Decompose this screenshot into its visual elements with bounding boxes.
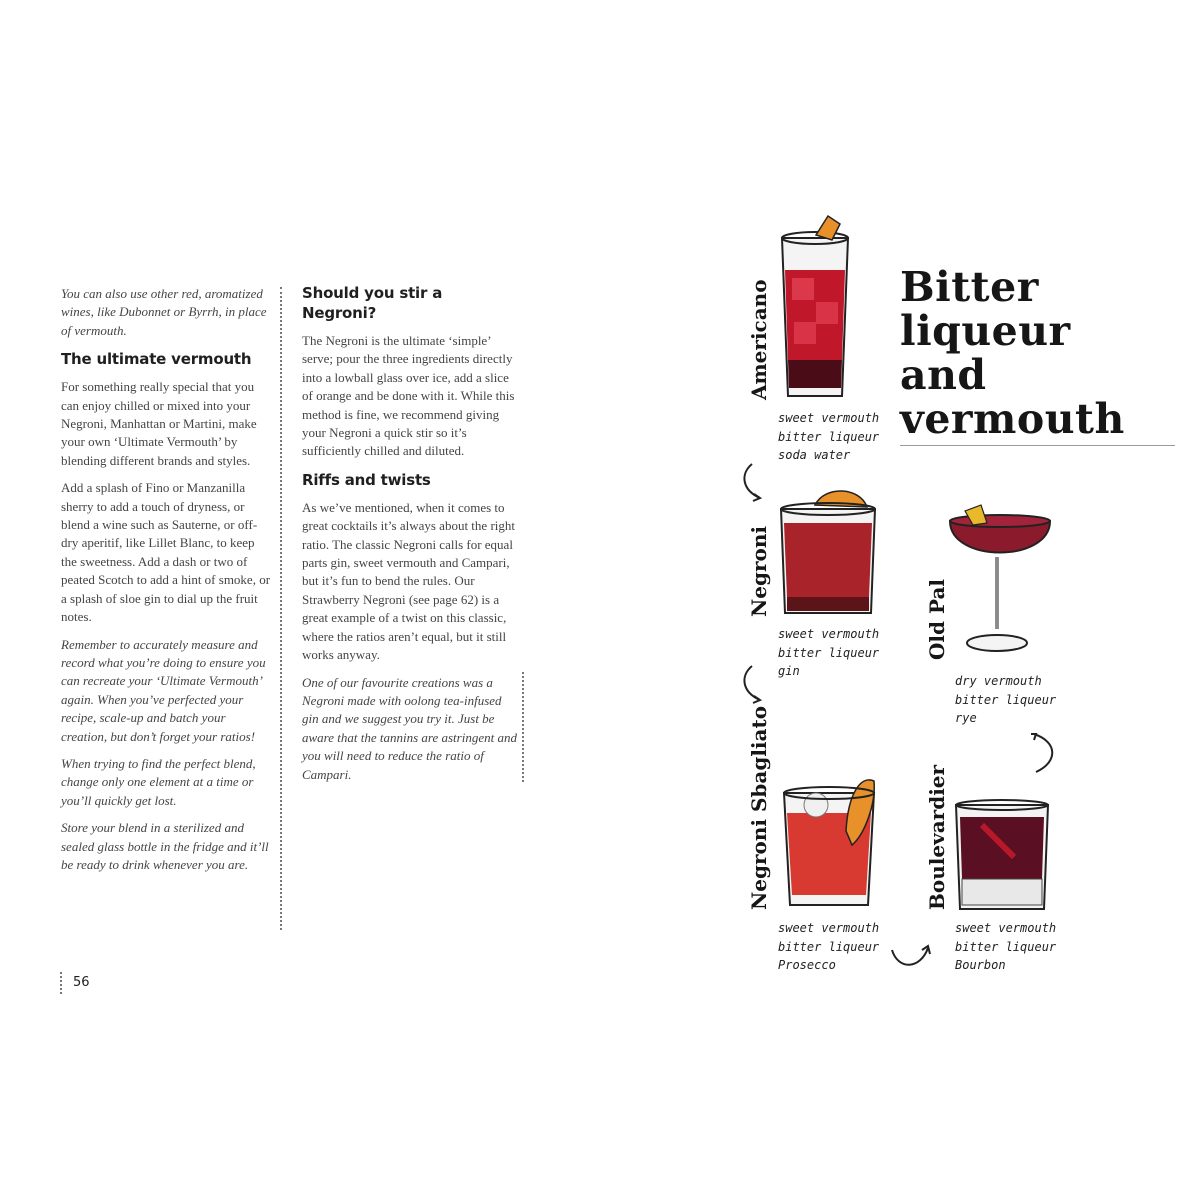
drink-name-negroni-sbagliato: Negroni Sbagliato	[747, 705, 771, 910]
ingredient: bitter liqueur	[955, 692, 1057, 707]
ingredient: sweet vermouth	[778, 921, 880, 935]
negroni-ingredients	[778, 625, 879, 681]
drink-name-negroni: Negroni	[747, 525, 771, 617]
tip-paragraph: When trying to find the perfect blend, change only one element at a time or you’ll quickly get lost.	[61, 755, 256, 808]
heading-riffs-and-twists: Riffs and twists	[302, 470, 431, 489]
left-column-2	[302, 283, 518, 793]
heading-ultimate-vermouth: The ultimate vermouth	[61, 350, 252, 369]
old-pal-ingredients	[955, 672, 1056, 728]
title-rule	[900, 445, 1175, 446]
body-paragraph: For something really special that you can enjoy chilled or mixed into your Negroni, Manhattan or Martini, make your own ‘Ultimate Vermouth’ by blending different brands and styles.	[61, 379, 257, 468]
left-column-1	[61, 285, 273, 883]
page-number: 56	[73, 975, 90, 990]
curved-arrow-icon	[1028, 732, 1060, 774]
curved-arrow-icon	[890, 942, 932, 972]
tip-paragraph: One of our favourite creations was a Negroni made with oolong tea-infused gin and we suggest you try it. Just be aware that the tannins are astringent and you will need to reduce the ratio of Campari.	[302, 674, 517, 782]
ingredient: dry vermouth	[955, 674, 1042, 688]
tip-paragraph: Remember to accurately measure and record what you’re doing to ensure you can recreate your ‘Ultimate Vermouth’ again. When you’ve perfected your recipe, scale-up and batch your creation, but don’t forget your ratios!	[61, 636, 266, 744]
ingredient: Bourbon	[955, 958, 1006, 972]
tip-divider	[522, 672, 524, 782]
page-number-marker	[60, 972, 62, 994]
ingredient: Prosecco	[778, 958, 836, 972]
curved-arrow-icon	[738, 462, 768, 502]
curved-arrow-icon	[738, 664, 768, 704]
ingredient: bitter liqueur	[955, 939, 1057, 954]
drink-name-old-pal: Old Pal	[925, 578, 949, 660]
boulevardier-ingredients	[955, 919, 1056, 975]
body-paragraph: Add a splash of Fino or Manzanilla sherry to add a touch of dryness, or blend a wine such as Sauterne, or off-dry aperitif, like Lillet Blanc, to keep the sweetness. Add a dash or two of peated Scotch to add a hint of smoke, or a splash of sloe gin to dial up the fruit notes.	[61, 480, 271, 625]
boulevardier-glass-illustration	[952, 795, 1052, 915]
title-line: and	[900, 351, 987, 399]
title-line: vermouth	[900, 395, 1125, 443]
title-line: liqueur	[900, 307, 1071, 355]
intro-italic: You can also use other red, aromatized wines, like Dubonnet or Byrrh, in place of vermouth.	[61, 286, 267, 338]
ingredient: bitter liqueur	[778, 939, 880, 954]
title-line: Bitter	[900, 263, 1039, 311]
heading-stir-negroni: Should you stir a Negroni?	[302, 284, 443, 322]
negroni-sbagliato-glass-illustration	[778, 765, 888, 915]
ingredient: sweet vermouth	[778, 627, 880, 641]
ingredient: bitter liqueur	[778, 645, 880, 660]
drink-name-boulevardier: Boulevardier	[925, 764, 949, 910]
negroni-glass-illustration	[775, 485, 885, 620]
body-paragraph: The Negroni is the ultimate ‘simple’ serve; pour the three ingredients directly into a lowball glass over ice, add a slice of orange and be done with it. While this method is fine, we recommend giving your Negroni a quick stir so it’s sufficiently chilled and diluted.	[302, 333, 515, 459]
tip-paragraph: Store your blend in a sterilized and sealed glass bottle in the fridge and it’ll be ready to drink whenever you are.	[61, 820, 269, 872]
ingredient: sweet vermouth	[778, 411, 880, 425]
americano-ingredients	[778, 409, 879, 465]
ingredient: soda water	[778, 448, 851, 462]
americano-glass-illustration	[770, 210, 860, 405]
negroni-sbagliato-ingredients	[778, 919, 879, 975]
ingredient: rye	[955, 711, 977, 725]
ingredient: sweet vermouth	[955, 921, 1057, 935]
body-paragraph: As we’ve mentioned, when it comes to great cocktails it’s always about the right ratio. The classic Negroni calls for equal parts gin, sweet vermouth and Campari, but it’s fun to bend the rules. Our Strawberry Negroni (see page 62) is a great example of a twist on this classic, where the ratios aren’t equal, but it still works anyway.	[302, 499, 515, 663]
drink-name-americano: Americano	[747, 279, 771, 400]
page-title	[900, 265, 1125, 441]
ingredient: gin	[778, 664, 800, 678]
column-divider	[280, 287, 282, 930]
ingredient: bitter liqueur	[778, 429, 880, 444]
old-pal-glass-illustration	[945, 503, 1055, 658]
